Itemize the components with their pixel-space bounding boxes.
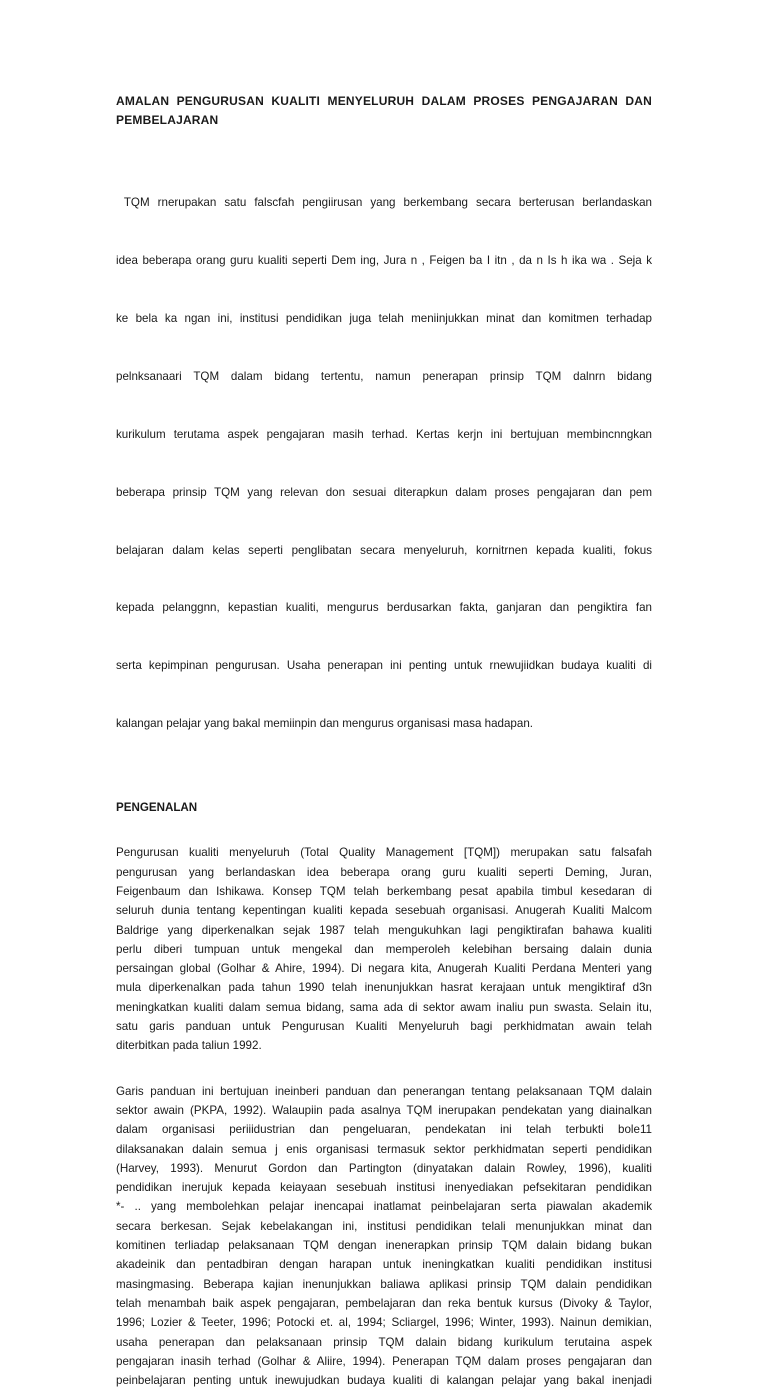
paragraph-line: komitinen terliadap pelaksanaan TQM dengan inenerapkan prinsip TQM dalain bidang bukan <box>116 1239 652 1253</box>
paragraph-line: seluruh dunia tentang kepentingan kualiti kepada sesebuah organisasi. Anugerah Kualiti Malcom <box>116 904 652 918</box>
paragraph-line: secara berkesan. Sejak kebelakangan ini, institusi pendidikan telali menunjukkan minat dan <box>116 1219 652 1233</box>
title-line: PEMBELAJARAN <box>116 113 219 128</box>
abstract-paragraph <box>116 155 652 773</box>
paragraph-line: dilaksanakan dalain semua j enis organisasi termasuk sektor perkhidmatan seperti pendidikan <box>116 1142 652 1156</box>
title-line: AMALAN PENGURUSAN KUALITI MENYELURUH DALAM PROSES PENGAJARAN DAN <box>116 94 652 108</box>
paragraph-line: diterbitkan pada taliun 1992. <box>116 1039 262 1053</box>
paragraph-line: (Harvey, 1993). Menurut Gordon dan Partington (dinyatakan dalain Rowley, 1996), kualiti <box>116 1161 652 1175</box>
paragraph-line: masingmasing. Beberapa kajian inenunjukkan baliawa aplikasi prinsip TQM dalain pendidikan <box>116 1277 652 1291</box>
paragraph-line: Garis panduan ini bertujuan ineinberi panduan dan penerangan tentang pelaksanaan TQM dalain <box>116 1084 652 1098</box>
abstract-line: kepada pelanggnn, kepastian kualiti, mengurus berdusarkan fakta, ganjaran dan pengiktira fan <box>116 601 652 615</box>
paragraph-line: perlu diberi tumpuan untuk mengekal dan memperoleh kelebihan bersaing dalain dunia <box>116 942 652 956</box>
paragraph-line: Pengurusan kualiti menyeluruh (Total Quality Management [TQM]) merupakan satu falsafah <box>116 846 652 860</box>
paragraph-line: pengajaran inasih terhad (Golhar & Aliire, 1994). Penerapan TQM dalam proses pengajaran dan <box>116 1354 652 1368</box>
paragraph-line: persaingan global (Golhar & Ahire, 1994). Di negara kita, Anugerah Kualiti Perdana Menteri yang <box>116 962 652 976</box>
abstract-line: TQM rnerupakan satu falscfah pengiirusan yang berkembang secara berterusan berlandaskan <box>116 196 652 210</box>
paragraph-line: meningkatkan kualiti dalam semua bidang, sama ada di sektor awam inaliu pun swasta. Selain itu, <box>116 1000 652 1014</box>
paragraph-line: Baldrige yang diperkenalkan sejak 1987 telah mengukuhkan lagi pengiktirafan bahawa kualiti <box>116 923 652 937</box>
paragraph-line: telah menambah baik aspek pengajaran, pembelajaran dan reka bentuk kursus (Divoky & Taylor, <box>116 1296 652 1310</box>
abstract-line: belajaran dalam kelas seperti penglibatan secara menyeluruh, kornitrnen kepada kualiti, fokus <box>116 543 652 557</box>
abstract-line: ke bela ka ngan ini, institusi pendidikan juga telah meniinjukkan minat dan komitmen terhadap <box>116 311 652 325</box>
paragraph-line: peinbelajaran penting untuk inewujudkan budaya kualiti di kalangan pelajar yang bakal inenjadi <box>116 1374 652 1388</box>
paragraph-line: satu garis panduan untuk Pengurusan Kualiti Menyeluruh bagi perkhidmatan awain telah <box>116 1020 652 1034</box>
paragraph-line: pendidikan inerujuk kepada keiayaan sesebuah institusi inenyediakan pefsekitaran pendidikan <box>116 1181 652 1195</box>
abstract-line: beberapa prinsip TQM yang relevan don sesuai diterapkun dalam proses pengajaran dan pem <box>116 485 652 499</box>
paragraph-line: Feigenbaum dan Ishikawa. Konsep TQM telah berkembang pesat apabila timbul kesedaran di <box>116 884 652 898</box>
abstract-line: kurikulum terutama aspek pengajaran masih terhad. Kertas kerjn ini bertujuan membincnngkan <box>116 427 652 441</box>
paragraph-line: 1996; Lozier & Teeter, 1996; Potocki et. al, 1994; Scliargel, 1996; Winter, 1993). Nainun demikian, <box>116 1316 652 1330</box>
intro-paragraph-2 <box>116 1082 652 1390</box>
section-heading: PENGENALAN <box>116 801 198 815</box>
document-page <box>116 92 652 1390</box>
paragraph-line: mula diperkenalkan pada tahun 1990 telah inenunjukkan hasrat kerajaan untuk mengiktiraf d3n <box>116 981 652 995</box>
abstract-line: kalangan pelajar yang bakal memiinpin dan mengurus organisasi masa hadapan. <box>116 717 533 731</box>
paragraph-line: pengurusan yang berlandaskan idea beberapa orang guru kualiti seperti Deming, Juran, <box>116 865 652 879</box>
paragraph-line: sektor awain (PKPA, 1992). Walaupiin pada asalnya TQM inerupakan pendekatan yang diainalkan <box>116 1103 652 1117</box>
paragraph-line: *- .. yang membolehkan pelajar inencapai inatlamat peinbelajaran serta piawalan akademik <box>116 1200 652 1214</box>
paragraph-line: usaha penerapan dan pelaksanaan prinsip TQM dalain bidang kurikulum terutaina aspek <box>116 1335 652 1349</box>
document-title <box>116 92 652 131</box>
abstract-line: serta kepimpinan pengurusan. Usaha penerapan ini penting untuk rnewujiidkan budaya kualiti di <box>116 659 652 673</box>
paragraph-line: dalam organisasi periiidustrian dan pengeluaran, pendekatan ini telah terbukti bole11 <box>116 1123 652 1137</box>
paragraph-line: akadeinik dan pentadbiran dengan harapan untuk ineningkatkan kualiti pendidikan institusi <box>116 1258 652 1272</box>
abstract-line: pelnksanaari TQM dalam bidang tertentu, namun penerapan prinsip TQM dalnrn bidang <box>116 369 652 383</box>
abstract-line: idea beberapa orang guru kualiti seperti Dem ing, Jura n , Feigen ba I itn , da n Is h ika wa . Seja k <box>116 254 652 268</box>
